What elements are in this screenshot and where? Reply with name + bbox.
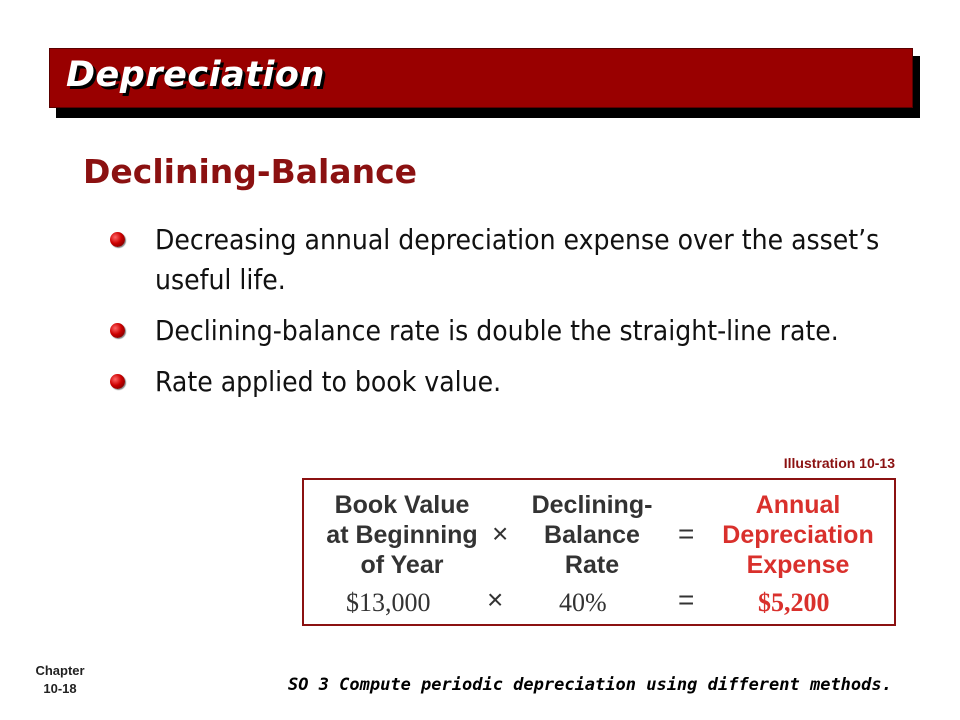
formula-term-rate xyxy=(522,490,662,580)
bullet-text: Decreasing annual depreciation expense over the asset’s useful life. xyxy=(155,223,880,296)
title-bar xyxy=(49,48,913,108)
bullet-dot-icon xyxy=(110,232,125,247)
equals-operator: = xyxy=(678,518,695,549)
value-book: $13,000 xyxy=(346,588,431,617)
bullet-dot-icon xyxy=(110,374,125,389)
formula-term-expense xyxy=(710,490,886,580)
bullet-list xyxy=(110,220,890,413)
value-multiply-operator: × xyxy=(487,584,504,615)
formula-term-book-value xyxy=(312,490,492,580)
formula-term-line: Balance xyxy=(544,521,640,549)
formula-term-line: Depreciation xyxy=(722,521,874,549)
bullet-item xyxy=(110,311,890,351)
slide-title: Depreciation xyxy=(66,55,325,95)
illustration-label: Illustration 10-13 xyxy=(783,455,895,471)
value-expense: $5,200 xyxy=(758,588,830,617)
value-equals-operator: = xyxy=(678,584,695,615)
formula-term-line: Rate xyxy=(564,551,620,579)
footer-objective: SO 3 Compute periodic depreciation using different methods. xyxy=(288,675,892,695)
multiply-operator: × xyxy=(492,518,509,549)
chapter-number: 10-18 xyxy=(43,681,77,696)
formula-term-line: at Beginning xyxy=(326,521,478,549)
chapter-text: Chapter xyxy=(35,663,85,678)
formula-term-line: of Year xyxy=(360,551,444,579)
bullet-text: Rate applied to book value. xyxy=(155,365,502,398)
bullet-item xyxy=(110,220,890,300)
bullet-item xyxy=(110,362,890,402)
section-heading: Declining-Balance xyxy=(83,152,418,191)
formula-term-line: Declining- xyxy=(531,491,653,519)
formula-box xyxy=(302,478,896,626)
formula-term-line: Annual xyxy=(755,491,841,519)
formula-term-line: Book Value xyxy=(334,491,470,519)
value-rate: 40% xyxy=(559,588,607,617)
bullet-text: Declining-balance rate is double the straight-line rate. xyxy=(155,314,839,347)
bullet-dot-icon xyxy=(110,323,125,338)
chapter-label xyxy=(20,662,100,698)
formula-term-line: Expense xyxy=(746,551,850,579)
